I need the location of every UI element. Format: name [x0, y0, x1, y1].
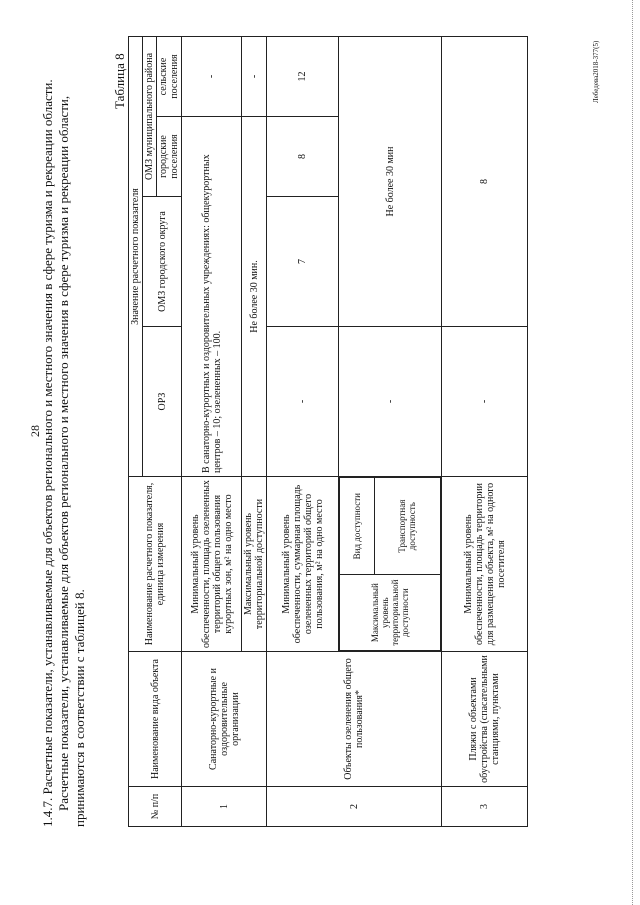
header-omz-city: ОМЗ городского округа [143, 197, 182, 327]
row2-access-orz: - [339, 327, 442, 477]
footer-code: Лебедева2018-377(5) [592, 40, 600, 103]
header-omz-district: ОМЗ муниципального района [143, 36, 157, 196]
row1-indicator-2-rural: - [242, 36, 267, 116]
heading-line-2: Расчетные показатели, устанавливаемые для объектов регионального и местного значения в сфере туризма и рекреации области, принимаются в соответствии с таблицей 8. [56, 95, 87, 827]
row2-access-value: Не более 30 мин [339, 36, 442, 326]
row1-indicator-2: Максимальный уровень территориальной доступности [242, 477, 267, 652]
header-orz: ОРЗ [143, 327, 182, 477]
header-num: № п/п [129, 787, 182, 827]
header-value-group: Значение расчетного показателя [129, 36, 143, 476]
row1-indicator-1: Минимальный уровень обеспеченности, площадь озелененных территорий общего пользования курортных зон, м² на одно место [182, 477, 242, 652]
header-indicator-name: Наименование расчетного показателя, единица измерения [129, 477, 182, 652]
row2-orz: - [267, 327, 339, 477]
header-rural: сельские поселения [157, 36, 182, 116]
row2-omz-city: 7 [267, 197, 339, 327]
scan-edge-line [632, 0, 633, 905]
indicators-table [128, 36, 528, 827]
header-urban: городские поселения [157, 117, 182, 197]
row2-rural: 12 [267, 36, 339, 116]
row1-indicator-2-value: Не более 30 мин. [242, 117, 267, 477]
row3-orz: - [442, 327, 528, 477]
access-type-header: Вид доступности [340, 478, 375, 575]
heading-line-1: 1.4.7. Расчетные показатели, устанавливаемые для объектов регионального и местного значения в сфере туризма и рекреации области. [40, 79, 55, 827]
row2-object: Объекты озеленения общего пользования* [267, 652, 442, 787]
row1-indicator-1-rural: - [182, 36, 242, 116]
section-heading [40, 37, 88, 827]
row3-indicator-1: Минимальный уровень обеспеченности, площадь территории для размещения объекта, м² на одного посетителя [442, 477, 528, 652]
row3-num: 3 [442, 787, 528, 827]
table-title: Таблица 8 [112, 53, 127, 109]
row2-urban: 8 [267, 117, 339, 197]
page-number: 28 [28, 425, 42, 437]
header-object-name: Наименование вида объекта [129, 652, 182, 787]
row1-num: 1 [182, 787, 267, 827]
row2-num: 2 [267, 787, 442, 827]
accessibility-subtable [339, 477, 441, 651]
row1-indicator-1-value: В санаторно-курортных и оздоровительных учреждениях: общекурортных центров – 10; озелененных – 100. [182, 117, 242, 477]
row1-object: Санаторно-курортные и оздоровительные организации [182, 652, 267, 787]
row3-object: Пляжи с объектами обустройства (спасательными станциями, пунктами [442, 652, 528, 787]
access-type: Транспортная доступность [374, 478, 440, 575]
row3-value: 8 [442, 36, 528, 326]
access-max-label: Максимальный уровень территориальной доступности [340, 575, 441, 651]
row2-indicator-1: Минимальный уровень обеспеченности, суммарная площадь озелененных территорий общего пользования, м² на одно место [267, 477, 339, 652]
row2-accessibility-cell [339, 477, 442, 652]
